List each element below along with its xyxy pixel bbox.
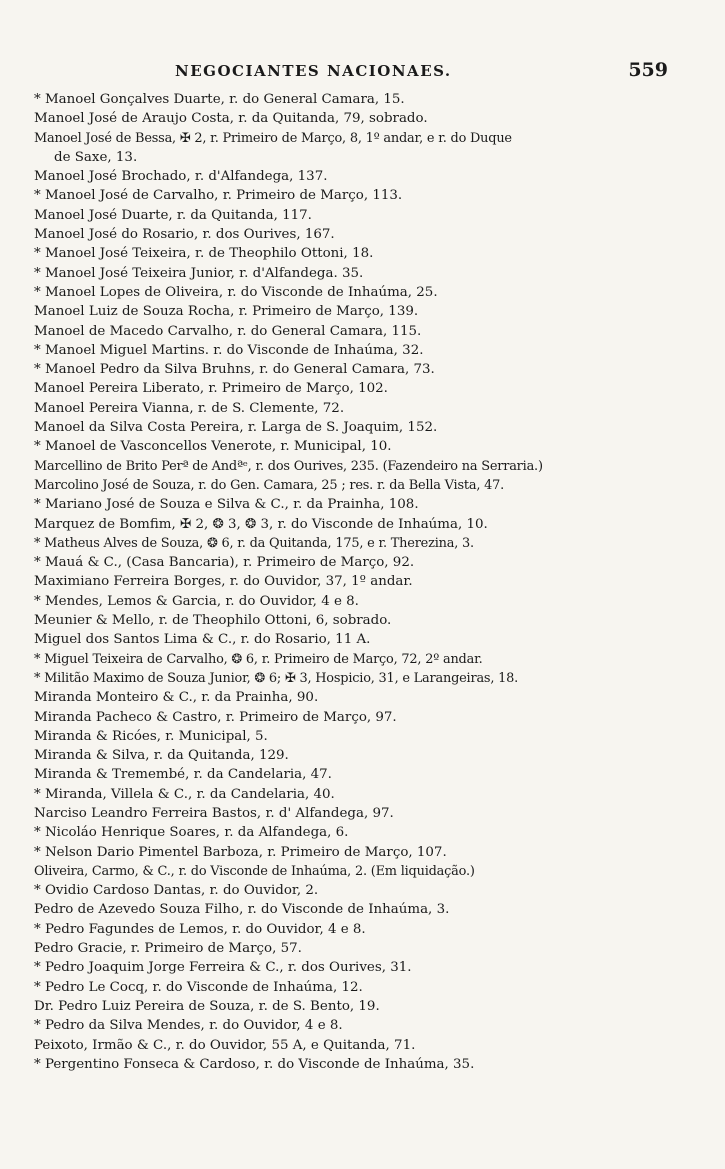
list-item: * Pergentino Fonseca & Cardoso, r. do Visconde de Inhaúma, 35. [34, 1056, 475, 1072]
list-item: * Manoel Gonçalves Duarte, r. do General Camara, 15. [34, 92, 405, 107]
list-item: * Pedro Joaquim Jorge Ferreira & C., r. dos Ourives, 31. [34, 960, 412, 976]
page-number: 559 [628, 59, 668, 81]
list-item: Narciso Leandro Ferreira Bastos, r. d' Alfandega, 97. [34, 805, 394, 821]
list-item: * Nicoláo Henrique Soares, r. da Alfandega, 6. [34, 825, 349, 841]
list-item: Miranda & Tremembé, r. da Candelaria, 47. [34, 767, 332, 783]
list-item: Maximiano Ferreira Borges, r. do Ouvidor, 37, 1º andar. [34, 574, 413, 590]
merchant-list [34, 90, 714, 1074]
list-item: Manoel José de Araujo Costa, r. da Quitanda, 79, sobrado. [34, 111, 428, 127]
list-item: * Ovidio Cardoso Dantas, r. do Ouvidor, 2. [34, 883, 319, 899]
page-title: NEGOCIANTES NACIONAES. [175, 62, 452, 80]
list-item: Pedro Gracie, r. Primeiro de Março, 57. [34, 941, 302, 957]
list-item: * Pedro Fagundes de Lemos, r. do Ouvidor, 4 e 8. [34, 921, 366, 937]
list-item: Manoel José de Bessa, ✠ 2, r. Primeiro de Março, 8, 1º andar, e r. do Duque [34, 130, 512, 146]
list-item: Miranda Pacheco & Castro, r. Primeiro de Março, 97. [34, 709, 397, 725]
list-item: Marcellino de Brito Perª de Andªᵉ, r. dos Ourives, 235. (Fazendeiro na Serraria.) [34, 458, 543, 474]
list-item-continuation: de Saxe, 13. [54, 149, 138, 165]
list-item: * Manoel de Vasconcellos Venerote, r. Municipal, 10. [34, 439, 392, 455]
list-item: * Mariano José de Souza e Silva & C., r. da Prainha, 108. [34, 497, 419, 513]
list-item: * Matheus Alves de Souza, ❂ 6, r. da Quitanda, 175, e r. Therezina, 3. [34, 535, 474, 551]
list-item: Manoel José Brochado, r. d'Alfandega, 137. [34, 169, 328, 185]
list-item: * Manoel Lopes de Oliveira, r. do Visconde de Inhaúma, 25. [34, 284, 438, 300]
list-item: Miguel dos Santos Lima & C., r. do Rosario, 11 A. [34, 632, 371, 648]
list-item: Pedro de Azevedo Souza Filho, r. do Visconde de Inhaúma, 3. [34, 902, 450, 918]
list-item: * Pedro Le Cocq, r. do Visconde de Inhaúma, 12. [34, 979, 363, 995]
list-item: Peixoto, Irmão & C., r. do Ouvidor, 55 A, e Quitanda, 71. [34, 1037, 416, 1053]
list-item: * Mendes, Lemos & Garcia, r. do Ouvidor, 4 e 8. [34, 593, 359, 609]
list-item: Marcolino José de Souza, r. do Gen. Camara, 25 ; res. r. da Bella Vista, 47. [34, 477, 505, 493]
list-item: * Nelson Dario Pimentel Barboza, r. Primeiro de Março, 107. [34, 844, 447, 860]
page-header [0, 59, 725, 86]
list-item: * Manoel José Teixeira, r. de Theophilo Ottoni, 18. [34, 246, 374, 262]
list-item: * Manoel José Teixeira Junior, r. d'Alfandega. 35. [34, 265, 364, 281]
list-item: * Mauá & C., (Casa Bancaria), r. Primeiro de Março, 92. [34, 555, 415, 571]
list-item: Manoel de Macedo Carvalho, r. do General Camara, 115. [34, 323, 422, 339]
list-item: Dr. Pedro Luiz Pereira de Souza, r. de S. Bento, 19. [34, 998, 380, 1014]
list-item: * Manoel Miguel Martins. r. do Visconde de Inhaúma, 32. [34, 342, 424, 358]
list-item: Manoel da Silva Costa Pereira, r. Larga de S. Joaquim, 152. [34, 420, 438, 436]
list-item: Miranda & Ricóes, r. Municipal, 5. [34, 728, 268, 744]
list-item: * Manoel José de Carvalho, r. Primeiro de Março, 113. [34, 188, 403, 204]
list-item: Manoel Luiz de Souza Rocha, r. Primeiro de Março, 139. [34, 304, 419, 320]
list-item: Manoel Pereira Vianna, r. de S. Clemente, 72. [34, 400, 345, 416]
list-item: Miranda Monteiro & C., r. da Prainha, 90. [34, 690, 319, 706]
list-item: Meunier & Mello, r. de Theophilo Ottoni, 6, sobrado. [34, 613, 392, 629]
list-item: * Manoel Pedro da Silva Bruhns, r. do General Camara, 73. [34, 362, 435, 378]
list-item: Manoel Pereira Liberato, r. Primeiro de Março, 102. [34, 381, 388, 397]
list-item: Oliveira, Carmo, & C., r. do Visconde de Inhaúma, 2. (Em liquidação.) [34, 863, 475, 879]
list-item: * Militão Maximo de Souza Junior, ❂ 6; ✠ 3, Hospicio, 31, e Larangeiras, 18. [34, 670, 519, 686]
list-item: Manoel José do Rosario, r. dos Ourives, 167. [34, 227, 335, 243]
list-item: * Pedro da Silva Mendes, r. do Ouvidor, 4 e 8. [34, 1018, 343, 1034]
list-item: Manoel José Duarte, r. da Quitanda, 117. [34, 207, 312, 223]
list-item: Marquez de Bomfim, ✠ 2, ❂ 3, ❂ 3, r. do Visconde de Inhaúma, 10. [34, 516, 488, 532]
list-item: * Miranda, Villela & C., r. da Candelaria, 40. [34, 786, 335, 802]
list-item: Miranda & Silva, r. da Quitanda, 129. [34, 748, 289, 764]
list-item: * Miguel Teixeira de Carvalho, ❂ 6, r. Primeiro de Março, 72, 2º andar. [34, 651, 483, 667]
